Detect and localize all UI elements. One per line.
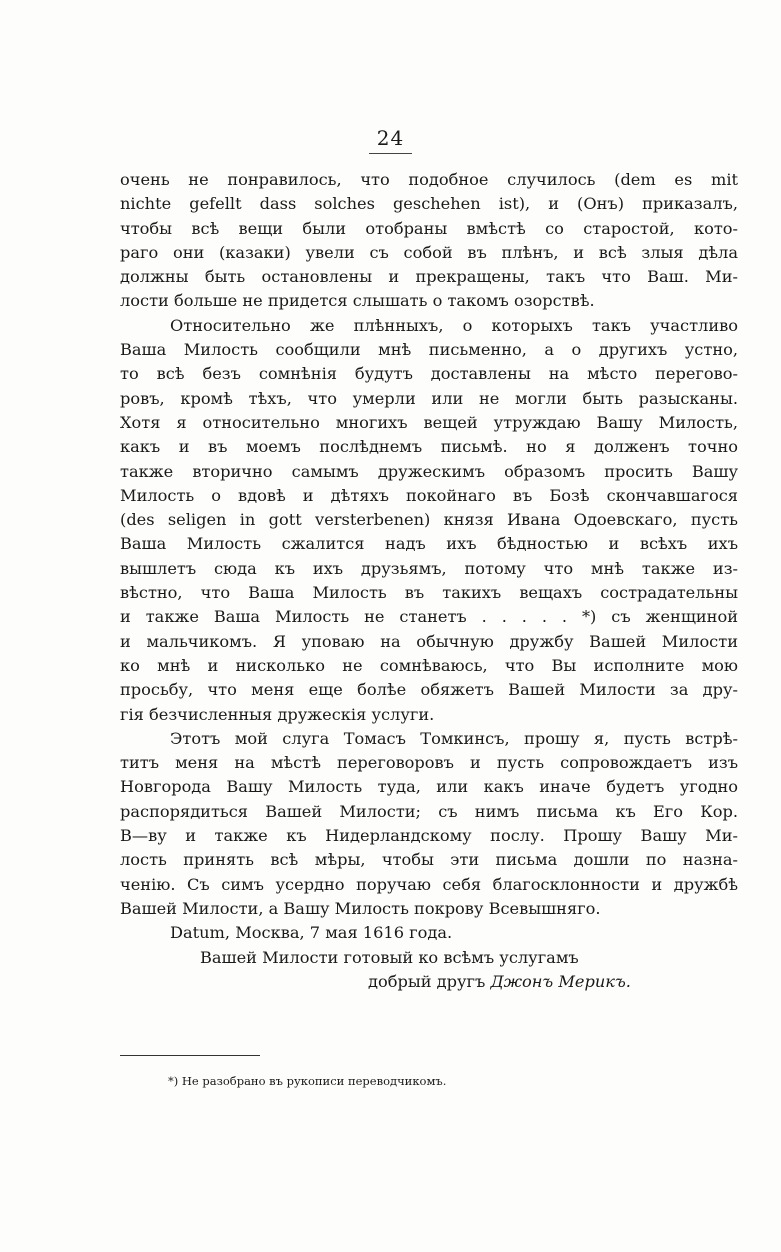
text-line: ровъ, кромѣ тѣхъ, что умерли или не могли быть разысканы. (120, 388, 738, 408)
text-line: Новгорода Вашу Милость туда, или какъ иначе будетъ угодно (120, 777, 738, 797)
text-line: (des seligen in gott versterbenen) князя Ивана Одоевскаго, пусть (120, 510, 738, 530)
date-line: Datum, Москва, 7 мая 1616 года. (170, 923, 453, 943)
text-line: Ваша Милость сжалится надъ ихъ бѣдностью и всѣхъ ихъ (120, 534, 738, 554)
text-line: лость принять всѣ мѣры, чтобы эти письма дошли по назна- (120, 850, 738, 870)
text-line: распорядиться Вашей Милости; съ нимъ письма къ Его Кор. (120, 801, 738, 821)
text-line: ко мнѣ и нисколько не сомнѣваюсь, что Вы исполните мою (120, 655, 738, 675)
text-line: Ваша Милость сообщили мнѣ письменно, а о другихъ устно, (120, 340, 738, 360)
signature: Джонъ Мерикъ. (490, 972, 631, 991)
closing-salutation: Вашей Милости готовый ко всѣмъ услугамъ (200, 948, 579, 967)
text-line: чтобы всѣ вещи были отобраны вмѣстѣ со старостой, кото- (120, 218, 738, 238)
text-line: раго они (казаки) увели съ собой въ плѣнъ, и всѣ злыя дѣла (120, 242, 738, 262)
text-line: Вашей Милости, а Вашу Милость покрову Всевышняго. (120, 898, 601, 918)
text-line: просьбу, что меня еще болѣе обяжетъ Вашей Милости за дру- (120, 680, 738, 700)
text-line: и также Ваша Милость не станетъ . . . . . *) съ женщиной (120, 607, 738, 627)
text-line: Хотя я относительно многихъ вещей утруждаю Вашу Милость, (120, 412, 738, 432)
letter-body (120, 168, 738, 946)
text-line: очень не понравилось, что подобное случилось (dem es mit (120, 170, 738, 189)
footnote-divider (120, 1055, 260, 1056)
text-line: и мальчикомъ. Я уповаю на обычную дружбу Вашей Милости (120, 631, 738, 651)
text-line: вѣстно, что Ваша Милость въ такихъ вещахъ сострадательны (120, 583, 738, 603)
paragraph-start: Относительно же плѣнныхъ, о которыхъ такъ участливо (170, 315, 738, 335)
text-line: гія безчисленныя дружескія услуги. (120, 704, 435, 724)
text-line: вышлетъ сюда къ ихъ друзьямъ, потому что мнѣ также из- (120, 558, 738, 578)
text-line: ченію. Съ симъ усердно поручаю себя благосклонности и дружбѣ (120, 874, 738, 894)
text-line: также вторично самымъ дружескимъ образомъ просить Вашу (120, 461, 738, 481)
closing-signoff (120, 970, 738, 994)
footnote: *) Не разобрано въ рукописи переводчикомъ. (168, 1074, 447, 1088)
text-line: титъ меня на мѣстѣ переговоровъ и пусть сопровождаетъ изъ (120, 753, 738, 773)
text-line: то всѣ безъ сомнѣнія будутъ доставлены на мѣсто перегово- (120, 364, 738, 384)
page-number: 24 (0, 126, 781, 154)
paragraph-start: Этотъ мой слуга Томасъ Томкинсъ, прошу я, пусть встрѣ- (170, 728, 738, 748)
text-line: лости больше не придется слышать о такомъ озорствѣ. (120, 291, 595, 311)
signoff-prefix: добрый другъ (368, 972, 486, 991)
text-line: В—ву и также къ Нидерландскому послу. Прошу Вашу Ми- (120, 826, 738, 846)
text-line: какъ и въ моемъ послѣднемъ письмѣ. но я долженъ точно (120, 437, 738, 457)
text-line: Милость о вдовѣ и дѣтяхъ покойнаго въ Бозѣ скончавшагося (120, 485, 738, 505)
text-line: nichte gefellt dass solches geschehen ist), и (Онъ) приказалъ, (120, 194, 738, 214)
text-line: должны быть остановлены и прекращены, такъ что Ваш. Ми- (120, 267, 738, 287)
